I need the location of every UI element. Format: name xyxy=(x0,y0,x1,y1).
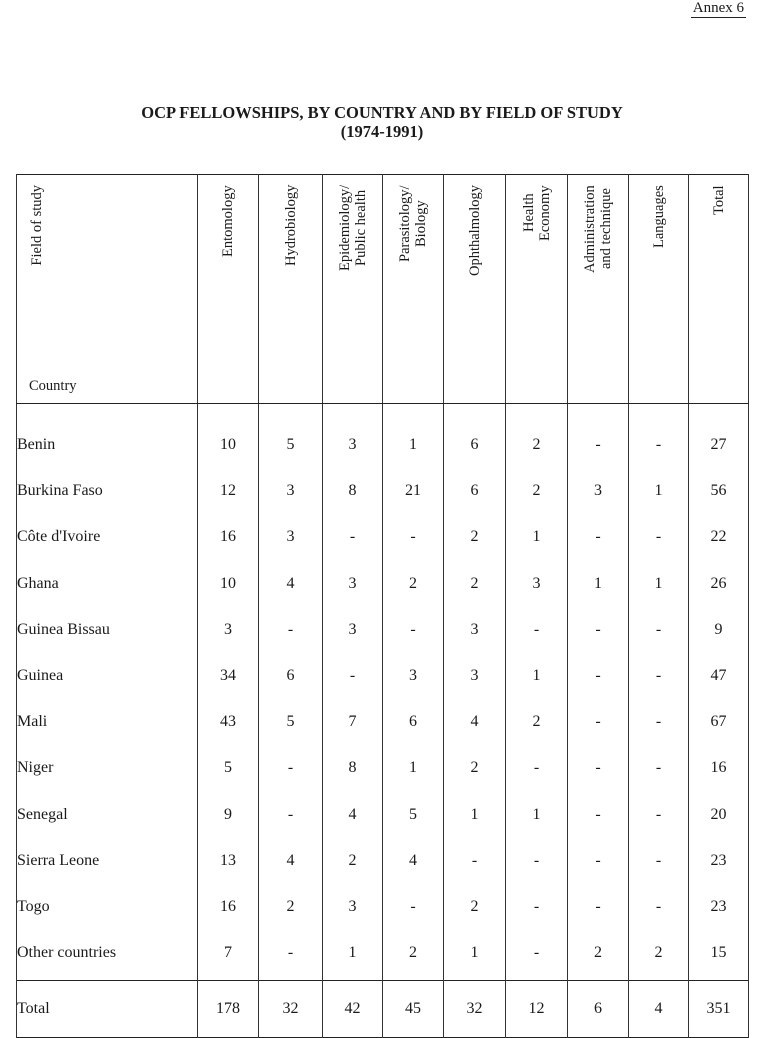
value-cell: 27 xyxy=(689,404,749,469)
total-row xyxy=(17,981,749,1038)
value-cell: - xyxy=(629,838,689,884)
country-cell: Ghana xyxy=(17,561,198,607)
value-cell: - xyxy=(568,607,629,653)
value-cell: 2 xyxy=(444,745,506,791)
value-cell: 7 xyxy=(323,699,383,745)
country-cell: Burkina Faso xyxy=(17,468,198,514)
table-subtitle-years: (1974-1991) xyxy=(340,122,424,141)
value-cell: 1 xyxy=(568,561,629,607)
annex-label: Annex 6 xyxy=(692,0,744,16)
value-cell: - xyxy=(383,514,444,560)
column-header: Epidemiology/ Public health xyxy=(323,175,383,404)
value-cell: 16 xyxy=(689,745,749,791)
value-cell: 2 xyxy=(506,699,568,745)
value-cell: 15 xyxy=(689,930,749,981)
value-cell: - xyxy=(506,930,568,981)
value-cell: 1 xyxy=(629,561,689,607)
country-cell: Niger xyxy=(17,745,198,791)
table-row xyxy=(17,838,749,884)
column-header: Languages xyxy=(629,175,689,404)
value-cell: 43 xyxy=(198,699,259,745)
value-cell: 6 xyxy=(444,468,506,514)
value-cell: - xyxy=(568,653,629,699)
value-cell: - xyxy=(629,884,689,930)
value-cell: 56 xyxy=(689,468,749,514)
value-cell: - xyxy=(568,745,629,791)
total-value-cell: 32 xyxy=(259,981,323,1038)
value-cell: 5 xyxy=(383,792,444,838)
value-cell: - xyxy=(568,699,629,745)
value-cell: 1 xyxy=(444,930,506,981)
table-title: OCP FELLOWSHIPS, BY COUNTRY AND BY FIELD OF STUDY xyxy=(141,103,623,122)
country-cell: Guinea Bissau xyxy=(17,607,198,653)
value-cell: - xyxy=(629,699,689,745)
value-cell: 5 xyxy=(198,745,259,791)
value-cell: - xyxy=(629,745,689,791)
value-cell: 2 xyxy=(506,404,568,469)
value-cell: - xyxy=(259,930,323,981)
table-row xyxy=(17,699,749,745)
value-cell: 5 xyxy=(259,699,323,745)
table-row xyxy=(17,792,749,838)
value-cell: - xyxy=(629,792,689,838)
value-cell: 6 xyxy=(259,653,323,699)
value-cell: - xyxy=(629,514,689,560)
value-cell: 4 xyxy=(444,699,506,745)
value-cell: - xyxy=(629,404,689,469)
value-cell: 3 xyxy=(568,468,629,514)
value-cell: - xyxy=(506,884,568,930)
value-cell: 21 xyxy=(383,468,444,514)
country-label: Country xyxy=(29,378,77,394)
value-cell: 23 xyxy=(689,884,749,930)
total-value-cell: 45 xyxy=(383,981,444,1038)
value-cell: 2 xyxy=(568,930,629,981)
value-cell: - xyxy=(568,838,629,884)
value-cell: 10 xyxy=(198,561,259,607)
value-cell: 2 xyxy=(383,561,444,607)
value-cell: 9 xyxy=(198,792,259,838)
country-cell: Senegal xyxy=(17,792,198,838)
value-cell: 4 xyxy=(259,561,323,607)
total-value-cell: 351 xyxy=(689,981,749,1038)
value-cell: 2 xyxy=(383,930,444,981)
table-row xyxy=(17,468,749,514)
value-cell: - xyxy=(506,838,568,884)
value-cell: 1 xyxy=(506,653,568,699)
table-row xyxy=(17,404,749,469)
value-cell: 67 xyxy=(689,699,749,745)
country-cell: Côte d'Ivoire xyxy=(17,514,198,560)
table-row xyxy=(17,884,749,930)
total-label-cell: Total xyxy=(17,981,198,1038)
value-cell: - xyxy=(259,792,323,838)
total-value-cell: 178 xyxy=(198,981,259,1038)
column-header: Total xyxy=(689,175,749,404)
country-cell: Togo xyxy=(17,884,198,930)
value-cell: 16 xyxy=(198,514,259,560)
value-cell: 13 xyxy=(198,838,259,884)
value-cell: - xyxy=(259,745,323,791)
value-cell: 4 xyxy=(323,792,383,838)
country-cell: Benin xyxy=(17,404,198,469)
value-cell: 3 xyxy=(259,514,323,560)
table-row xyxy=(17,653,749,699)
value-cell: 2 xyxy=(323,838,383,884)
value-cell: 6 xyxy=(383,699,444,745)
value-cell: 26 xyxy=(689,561,749,607)
fellowships-table xyxy=(16,174,749,1038)
value-cell: 3 xyxy=(444,653,506,699)
value-cell: - xyxy=(506,745,568,791)
country-cell: Other countries xyxy=(17,930,198,981)
header-row xyxy=(17,175,749,404)
value-cell: 3 xyxy=(383,653,444,699)
value-cell: 2 xyxy=(259,884,323,930)
value-cell: 8 xyxy=(323,745,383,791)
value-cell: 22 xyxy=(689,514,749,560)
total-value-cell: 32 xyxy=(444,981,506,1038)
value-cell: 2 xyxy=(506,468,568,514)
value-cell: 10 xyxy=(198,404,259,469)
value-cell: 7 xyxy=(198,930,259,981)
value-cell: 5 xyxy=(259,404,323,469)
country-cell: Guinea xyxy=(17,653,198,699)
value-cell: 47 xyxy=(689,653,749,699)
value-cell: 3 xyxy=(506,561,568,607)
value-cell: 16 xyxy=(198,884,259,930)
value-cell: 1 xyxy=(383,745,444,791)
corner-header-cell xyxy=(17,175,198,404)
value-cell: 4 xyxy=(259,838,323,884)
value-cell: 1 xyxy=(323,930,383,981)
value-cell: 3 xyxy=(323,404,383,469)
value-cell: - xyxy=(568,404,629,469)
value-cell: 2 xyxy=(444,514,506,560)
column-header: Administration and technique xyxy=(568,175,629,404)
value-cell: - xyxy=(259,607,323,653)
value-cell: 4 xyxy=(383,838,444,884)
value-cell: 3 xyxy=(259,468,323,514)
country-cell: Sierra Leone xyxy=(17,838,198,884)
column-header: Parasitology/ Biology xyxy=(383,175,444,404)
value-cell: 8 xyxy=(323,468,383,514)
value-cell: 2 xyxy=(444,561,506,607)
table-row xyxy=(17,607,749,653)
value-cell: 9 xyxy=(689,607,749,653)
value-cell: 3 xyxy=(198,607,259,653)
value-cell: 2 xyxy=(629,930,689,981)
value-cell: - xyxy=(506,607,568,653)
value-cell: 1 xyxy=(506,792,568,838)
value-cell: 3 xyxy=(444,607,506,653)
table-row xyxy=(17,930,749,981)
field-of-study-label: Field of study xyxy=(29,185,45,266)
total-value-cell: 12 xyxy=(506,981,568,1038)
table-body xyxy=(17,404,749,1038)
total-value-cell: 6 xyxy=(568,981,629,1038)
value-cell: - xyxy=(383,607,444,653)
value-cell: 3 xyxy=(323,607,383,653)
value-cell: - xyxy=(568,792,629,838)
value-cell: 2 xyxy=(444,884,506,930)
value-cell: - xyxy=(629,653,689,699)
column-header: Health Economy xyxy=(506,175,568,404)
country-cell: Mali xyxy=(17,699,198,745)
value-cell: - xyxy=(323,514,383,560)
table-row xyxy=(17,561,749,607)
value-cell: - xyxy=(629,607,689,653)
value-cell: 3 xyxy=(323,561,383,607)
column-header: Hydrobiology xyxy=(259,175,323,404)
value-cell: 3 xyxy=(323,884,383,930)
table-row xyxy=(17,745,749,791)
value-cell: 6 xyxy=(444,404,506,469)
value-cell: 34 xyxy=(198,653,259,699)
value-cell: 23 xyxy=(689,838,749,884)
value-cell: - xyxy=(323,653,383,699)
column-header: Ophthalmology xyxy=(444,175,506,404)
total-value-cell: 4 xyxy=(629,981,689,1038)
value-cell: 1 xyxy=(383,404,444,469)
value-cell: - xyxy=(568,884,629,930)
column-header: Entomology xyxy=(198,175,259,404)
value-cell: 1 xyxy=(444,792,506,838)
table-row xyxy=(17,514,749,560)
value-cell: 20 xyxy=(689,792,749,838)
total-value-cell: 42 xyxy=(323,981,383,1038)
value-cell: - xyxy=(444,838,506,884)
value-cell: 1 xyxy=(506,514,568,560)
value-cell: - xyxy=(383,884,444,930)
value-cell: 1 xyxy=(629,468,689,514)
value-cell: - xyxy=(568,514,629,560)
value-cell: 12 xyxy=(198,468,259,514)
